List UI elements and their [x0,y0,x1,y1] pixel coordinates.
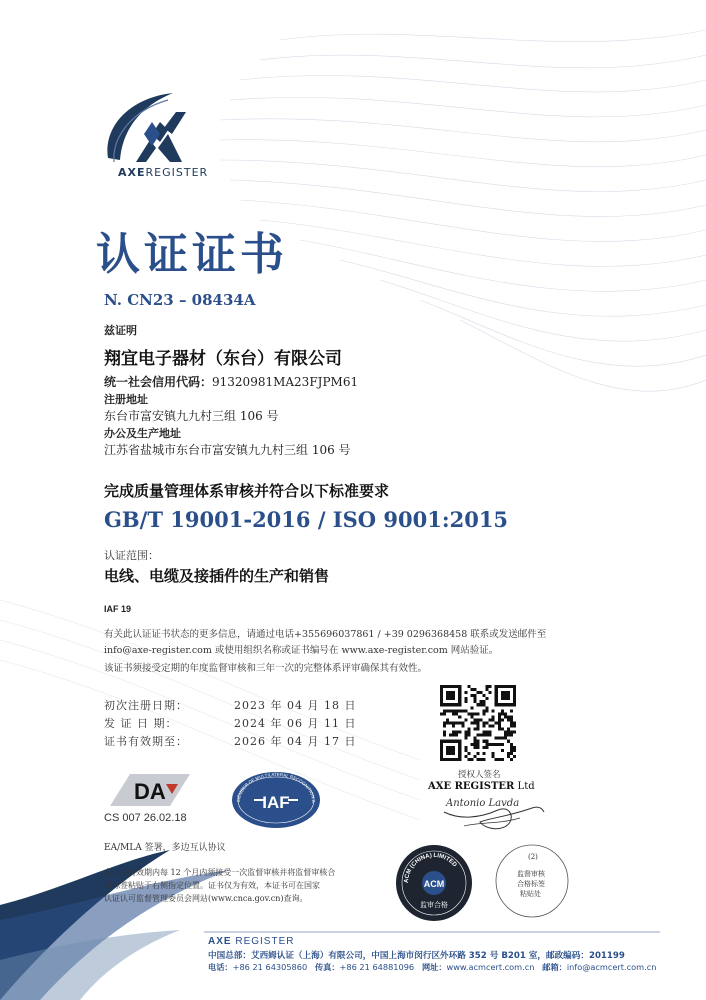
svg-text:MEMBER OF MULTILATERAL RECOGNI: MEMBER OF MULTILATERAL RECOGNITION A [235,771,317,803]
svg-text:ACM: ACM [423,879,445,889]
compliance-statement: 完成质量管理体系审核并符合以下标准要求 [104,482,390,500]
footer-fax: +86 21 64881096 [339,962,415,972]
acm-china-seal-icon [394,843,474,923]
logo-wordmark: AXEREGISTER [118,166,209,179]
accredia-da-logo-icon [104,770,190,810]
date-label-initial: 初次注册日期： [104,699,188,712]
svg-text:监审合格: 监审合格 [420,901,448,909]
footer-brand: AXE REGISTER [208,936,295,947]
office-address-value: 江苏省盐城市东台市富安镇九九村三组 106 号 [104,443,351,457]
office-address-label: 办公及生产地址 [104,427,181,440]
attest-label: 兹证明 [104,324,137,337]
footer-email-link[interactable]: info@acmcert.com.cn [566,962,657,972]
footer-phone: +86 21 64305860 [232,962,308,972]
date-value-expiry: 2026 年 04 月 17 日 [234,735,357,748]
date-label-expiry: 证书有效期至： [104,735,188,748]
footer-website-link[interactable]: www.acmcert.com.cn [446,962,535,972]
sticker-line: 监督审核 [517,870,545,878]
info-line: info@axe-register.com 或使用组织名称或证书编号在 www.axe-register.com 网站验证。 [104,645,499,656]
date-value-initial: 2023 年 04 月 18 日 [234,699,357,712]
signature-icon [440,792,550,834]
authorized-signature-label: 授权人签名 [458,770,501,780]
svg-text:Antonio Lavda: Antonio Lavda [446,798,520,809]
scope-value: 电线、电缆及接插件的生产和销售 [104,567,330,585]
registered-address-value: 东台市富安镇九九村三组 106 号 [104,409,279,423]
sticker-number: (2) [528,853,538,861]
credit-code-line [104,373,358,390]
footer-headquarters: 中国总部：艾西姆认证（上海）有限公司，中国上海市闵行区外环路 352 号 B201 室，邮政编码：201199 [208,951,625,961]
sticker-line: 粘贴处 [520,890,541,898]
svg-text:DA: DA [134,779,166,804]
footer-contact: 电话：+86 21 64305860 传真：+86 21 64881096 网址：www.acmcert.com.cn 邮箱：info@acmcert.com.cn [208,962,657,972]
registered-address-label: 注册地址 [104,393,148,406]
axe-register-logo-icon [98,88,208,178]
company-name: 翔宜电子器材（东台）有限公司 [104,349,342,369]
certificate-title: 认证证书 [96,229,288,280]
standard-name: GB/T 19001-2016 / ISO 9001:2015 [104,507,509,532]
credit-code-value: 91320981MA23FJPM61 [212,375,359,389]
scope-label: 认证范围： [104,549,159,562]
info-line: 有关此认证证书状态的更多信息，请通过电话+355696037861 / +39 0296368458 联系或发送邮件至 [104,629,547,640]
notice-line: 格标签粘贴于右侧指定位置。证书仅为有效，本证书可在国家 [104,881,320,890]
notice-line: 认证认可监督管理委员会网站(www.cnca.gov.cn)查询。 [104,894,308,903]
info-line: 该证书须接受定期的年度监督审核和三年一次的完整体系评审确保其有效性。 [104,663,428,674]
notice-line: 在证书有效期内每 12 个月内须接受一次监督审核并将监督审核合 [104,868,336,877]
credit-code-label: 统一社会信用代码： [104,375,213,389]
verification-qr-code-icon[interactable] [440,685,516,761]
sticker-line: 合格标签 [517,880,545,888]
svg-text:IAF: IAF [262,793,290,812]
accreditation-code: CS 007 26.02.18 [104,812,187,824]
iaf-mla-logo-icon [230,770,322,830]
certificate-number: N. CN23 – 08434A [104,291,256,309]
svg-text:ACM (CHINA) LIMITED: ACM (CHINA) LIMITED [403,852,458,884]
authorized-organization: AXE REGISTER Ltd [428,781,535,792]
date-value-issue: 2024 年 06 月 11 日 [234,717,357,730]
iaf-code: IAF 19 [104,604,132,614]
date-label-issue: 发 证 日 期： [104,717,178,730]
ea-mla-text: EA/MLA 签署，多边互认协议 [104,843,226,853]
